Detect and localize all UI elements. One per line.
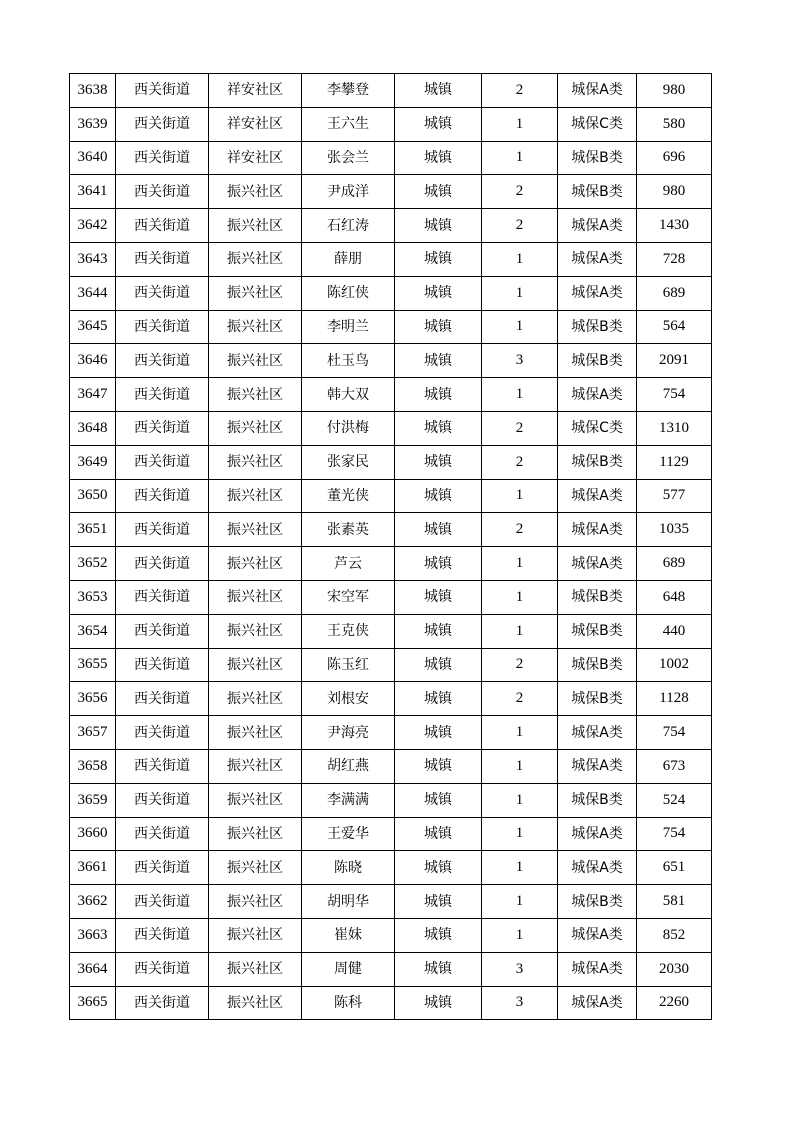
household-size-cell: 1 [482, 310, 558, 344]
household-size-cell: 1 [482, 783, 558, 817]
amount-cell: 852 [637, 918, 712, 952]
name-cell: 董光侠 [302, 479, 395, 513]
community-cell: 祥安社区 [209, 107, 302, 141]
table-row [70, 242, 712, 276]
street-cell: 西关街道 [116, 411, 209, 445]
name-cell: 韩大双 [302, 378, 395, 412]
household-size-cell: 1 [482, 276, 558, 310]
street-cell: 西关街道 [116, 378, 209, 412]
area-type-cell: 城镇 [395, 411, 482, 445]
table-row [70, 682, 712, 716]
household-size-cell: 1 [482, 749, 558, 783]
serial-cell: 3645 [70, 310, 116, 344]
amount-cell: 2091 [637, 344, 712, 378]
serial-cell: 3656 [70, 682, 116, 716]
community-cell: 振兴社区 [209, 175, 302, 209]
category-cell: 城保B类 [558, 141, 637, 175]
area-type-cell: 城镇 [395, 614, 482, 648]
street-cell: 西关街道 [116, 141, 209, 175]
serial-cell: 3646 [70, 344, 116, 378]
name-cell: 尹成洋 [302, 175, 395, 209]
category-cell: 城保B类 [558, 175, 637, 209]
category-cell: 城保A类 [558, 276, 637, 310]
community-cell: 振兴社区 [209, 209, 302, 243]
street-cell: 西关街道 [116, 952, 209, 986]
serial-cell: 3654 [70, 614, 116, 648]
amount-cell: 577 [637, 479, 712, 513]
area-type-cell: 城镇 [395, 242, 482, 276]
table-row [70, 513, 712, 547]
table-row [70, 445, 712, 479]
street-cell: 西关街道 [116, 783, 209, 817]
name-cell: 刘根安 [302, 682, 395, 716]
name-cell: 张素英 [302, 513, 395, 547]
category-cell: 城保B类 [558, 885, 637, 919]
street-cell: 西关街道 [116, 580, 209, 614]
street-cell: 西关街道 [116, 614, 209, 648]
serial-cell: 3658 [70, 749, 116, 783]
community-cell: 振兴社区 [209, 242, 302, 276]
amount-cell: 648 [637, 580, 712, 614]
table-row [70, 614, 712, 648]
area-type-cell: 城镇 [395, 716, 482, 750]
category-cell: 城保A类 [558, 918, 637, 952]
category-cell: 城保B类 [558, 310, 637, 344]
name-cell: 王六生 [302, 107, 395, 141]
area-type-cell: 城镇 [395, 648, 482, 682]
community-cell: 振兴社区 [209, 614, 302, 648]
household-size-cell: 1 [482, 580, 558, 614]
area-type-cell: 城镇 [395, 378, 482, 412]
table-row [70, 986, 712, 1020]
serial-cell: 3657 [70, 716, 116, 750]
street-cell: 西关街道 [116, 749, 209, 783]
area-type-cell: 城镇 [395, 513, 482, 547]
serial-cell: 3661 [70, 851, 116, 885]
community-cell: 振兴社区 [209, 648, 302, 682]
amount-cell: 689 [637, 547, 712, 581]
street-cell: 西关街道 [116, 986, 209, 1020]
community-cell: 振兴社区 [209, 817, 302, 851]
serial-cell: 3653 [70, 580, 116, 614]
table-row [70, 547, 712, 581]
community-cell: 振兴社区 [209, 479, 302, 513]
household-size-cell: 1 [482, 885, 558, 919]
records-table-body [70, 74, 712, 1020]
household-size-cell: 2 [482, 74, 558, 108]
street-cell: 西关街道 [116, 547, 209, 581]
street-cell: 西关街道 [116, 209, 209, 243]
area-type-cell: 城镇 [395, 885, 482, 919]
community-cell: 振兴社区 [209, 986, 302, 1020]
amount-cell: 980 [637, 175, 712, 209]
amount-cell: 696 [637, 141, 712, 175]
area-type-cell: 城镇 [395, 817, 482, 851]
household-size-cell: 3 [482, 986, 558, 1020]
community-cell: 振兴社区 [209, 952, 302, 986]
community-cell: 振兴社区 [209, 716, 302, 750]
name-cell: 王克侠 [302, 614, 395, 648]
amount-cell: 754 [637, 817, 712, 851]
serial-cell: 3649 [70, 445, 116, 479]
table-row [70, 952, 712, 986]
household-size-cell: 2 [482, 682, 558, 716]
table-row [70, 817, 712, 851]
area-type-cell: 城镇 [395, 547, 482, 581]
amount-cell: 754 [637, 378, 712, 412]
serial-cell: 3650 [70, 479, 116, 513]
category-cell: 城保A类 [558, 749, 637, 783]
table-row [70, 716, 712, 750]
amount-cell: 524 [637, 783, 712, 817]
serial-cell: 3662 [70, 885, 116, 919]
community-cell: 振兴社区 [209, 276, 302, 310]
table-row [70, 141, 712, 175]
category-cell: 城保A类 [558, 547, 637, 581]
area-type-cell: 城镇 [395, 918, 482, 952]
amount-cell: 2030 [637, 952, 712, 986]
area-type-cell: 城镇 [395, 175, 482, 209]
category-cell: 城保A类 [558, 986, 637, 1020]
amount-cell: 1035 [637, 513, 712, 547]
street-cell: 西关街道 [116, 344, 209, 378]
amount-cell: 673 [637, 749, 712, 783]
street-cell: 西关街道 [116, 851, 209, 885]
community-cell: 振兴社区 [209, 310, 302, 344]
community-cell: 振兴社区 [209, 580, 302, 614]
community-cell: 振兴社区 [209, 783, 302, 817]
area-type-cell: 城镇 [395, 310, 482, 344]
serial-cell: 3641 [70, 175, 116, 209]
amount-cell: 754 [637, 716, 712, 750]
table-row [70, 783, 712, 817]
table-row [70, 378, 712, 412]
serial-cell: 3660 [70, 817, 116, 851]
serial-cell: 3664 [70, 952, 116, 986]
serial-cell: 3665 [70, 986, 116, 1020]
street-cell: 西关街道 [116, 682, 209, 716]
street-cell: 西关街道 [116, 885, 209, 919]
table-row [70, 310, 712, 344]
name-cell: 薛朋 [302, 242, 395, 276]
area-type-cell: 城镇 [395, 580, 482, 614]
household-size-cell: 1 [482, 716, 558, 750]
household-size-cell: 1 [482, 479, 558, 513]
category-cell: 城保B类 [558, 344, 637, 378]
category-cell: 城保A类 [558, 716, 637, 750]
area-type-cell: 城镇 [395, 107, 482, 141]
category-cell: 城保B类 [558, 648, 637, 682]
household-size-cell: 2 [482, 445, 558, 479]
name-cell: 杜玉鸟 [302, 344, 395, 378]
household-size-cell: 3 [482, 344, 558, 378]
category-cell: 城保B类 [558, 580, 637, 614]
community-cell: 祥安社区 [209, 74, 302, 108]
serial-cell: 3648 [70, 411, 116, 445]
category-cell: 城保A类 [558, 74, 637, 108]
table-row [70, 74, 712, 108]
amount-cell: 564 [637, 310, 712, 344]
name-cell: 胡红燕 [302, 749, 395, 783]
area-type-cell: 城镇 [395, 783, 482, 817]
street-cell: 西关街道 [116, 276, 209, 310]
name-cell: 王爱华 [302, 817, 395, 851]
street-cell: 西关街道 [116, 445, 209, 479]
category-cell: 城保A类 [558, 817, 637, 851]
household-size-cell: 2 [482, 411, 558, 445]
table-row [70, 107, 712, 141]
community-cell: 振兴社区 [209, 411, 302, 445]
area-type-cell: 城镇 [395, 141, 482, 175]
community-cell: 振兴社区 [209, 749, 302, 783]
area-type-cell: 城镇 [395, 445, 482, 479]
table-row [70, 749, 712, 783]
street-cell: 西关街道 [116, 918, 209, 952]
area-type-cell: 城镇 [395, 682, 482, 716]
household-size-cell: 1 [482, 817, 558, 851]
table-row [70, 580, 712, 614]
category-cell: 城保B类 [558, 614, 637, 648]
category-cell: 城保A类 [558, 851, 637, 885]
category-cell: 城保A类 [558, 479, 637, 513]
name-cell: 陈科 [302, 986, 395, 1020]
serial-cell: 3663 [70, 918, 116, 952]
name-cell: 尹海亮 [302, 716, 395, 750]
household-size-cell: 2 [482, 209, 558, 243]
name-cell: 陈红侠 [302, 276, 395, 310]
area-type-cell: 城镇 [395, 74, 482, 108]
area-type-cell: 城镇 [395, 986, 482, 1020]
category-cell: 城保A类 [558, 952, 637, 986]
amount-cell: 580 [637, 107, 712, 141]
amount-cell: 689 [637, 276, 712, 310]
community-cell: 振兴社区 [209, 378, 302, 412]
table-row [70, 276, 712, 310]
category-cell: 城保C类 [558, 411, 637, 445]
amount-cell: 1129 [637, 445, 712, 479]
household-size-cell: 1 [482, 107, 558, 141]
amount-cell: 1002 [637, 648, 712, 682]
name-cell: 周健 [302, 952, 395, 986]
records-table [69, 73, 712, 1020]
name-cell: 崔妹 [302, 918, 395, 952]
community-cell: 振兴社区 [209, 547, 302, 581]
community-cell: 振兴社区 [209, 344, 302, 378]
area-type-cell: 城镇 [395, 209, 482, 243]
street-cell: 西关街道 [116, 175, 209, 209]
household-size-cell: 3 [482, 952, 558, 986]
table-row [70, 851, 712, 885]
community-cell: 振兴社区 [209, 851, 302, 885]
serial-cell: 3659 [70, 783, 116, 817]
household-size-cell: 1 [482, 547, 558, 581]
street-cell: 西关街道 [116, 479, 209, 513]
area-type-cell: 城镇 [395, 952, 482, 986]
serial-cell: 3640 [70, 141, 116, 175]
category-cell: 城保B类 [558, 783, 637, 817]
street-cell: 西关街道 [116, 242, 209, 276]
serial-cell: 3655 [70, 648, 116, 682]
amount-cell: 1310 [637, 411, 712, 445]
amount-cell: 440 [637, 614, 712, 648]
household-size-cell: 1 [482, 141, 558, 175]
household-size-cell: 1 [482, 614, 558, 648]
category-cell: 城保B类 [558, 445, 637, 479]
table-row [70, 885, 712, 919]
serial-cell: 3642 [70, 209, 116, 243]
name-cell: 胡明华 [302, 885, 395, 919]
household-size-cell: 2 [482, 648, 558, 682]
household-size-cell: 2 [482, 513, 558, 547]
community-cell: 祥安社区 [209, 141, 302, 175]
name-cell: 宋空军 [302, 580, 395, 614]
community-cell: 振兴社区 [209, 885, 302, 919]
serial-cell: 3647 [70, 378, 116, 412]
amount-cell: 2260 [637, 986, 712, 1020]
street-cell: 西关街道 [116, 648, 209, 682]
household-size-cell: 1 [482, 242, 558, 276]
serial-cell: 3652 [70, 547, 116, 581]
name-cell: 张家民 [302, 445, 395, 479]
street-cell: 西关街道 [116, 513, 209, 547]
serial-cell: 3644 [70, 276, 116, 310]
community-cell: 振兴社区 [209, 445, 302, 479]
table-row [70, 648, 712, 682]
street-cell: 西关街道 [116, 310, 209, 344]
name-cell: 李满满 [302, 783, 395, 817]
name-cell: 李明兰 [302, 310, 395, 344]
name-cell: 石红涛 [302, 209, 395, 243]
amount-cell: 1430 [637, 209, 712, 243]
name-cell: 张会兰 [302, 141, 395, 175]
area-type-cell: 城镇 [395, 749, 482, 783]
area-type-cell: 城镇 [395, 276, 482, 310]
street-cell: 西关街道 [116, 107, 209, 141]
serial-cell: 3639 [70, 107, 116, 141]
category-cell: 城保A类 [558, 513, 637, 547]
serial-cell: 3643 [70, 242, 116, 276]
area-type-cell: 城镇 [395, 479, 482, 513]
serial-cell: 3638 [70, 74, 116, 108]
street-cell: 西关街道 [116, 74, 209, 108]
household-size-cell: 1 [482, 918, 558, 952]
area-type-cell: 城镇 [395, 851, 482, 885]
table-row [70, 918, 712, 952]
table-row [70, 175, 712, 209]
amount-cell: 651 [637, 851, 712, 885]
name-cell: 付洪梅 [302, 411, 395, 445]
area-type-cell: 城镇 [395, 344, 482, 378]
community-cell: 振兴社区 [209, 682, 302, 716]
table-row [70, 411, 712, 445]
table-row [70, 344, 712, 378]
amount-cell: 1128 [637, 682, 712, 716]
community-cell: 振兴社区 [209, 513, 302, 547]
amount-cell: 728 [637, 242, 712, 276]
serial-cell: 3651 [70, 513, 116, 547]
category-cell: 城保C类 [558, 107, 637, 141]
household-size-cell: 1 [482, 378, 558, 412]
amount-cell: 581 [637, 885, 712, 919]
category-cell: 城保B类 [558, 682, 637, 716]
street-cell: 西关街道 [116, 817, 209, 851]
table-row [70, 479, 712, 513]
amount-cell: 980 [637, 74, 712, 108]
street-cell: 西关街道 [116, 716, 209, 750]
name-cell: 陈晓 [302, 851, 395, 885]
category-cell: 城保A类 [558, 209, 637, 243]
table-row [70, 209, 712, 243]
category-cell: 城保A类 [558, 378, 637, 412]
name-cell: 芦云 [302, 547, 395, 581]
category-cell: 城保A类 [558, 242, 637, 276]
name-cell: 李攀登 [302, 74, 395, 108]
household-size-cell: 1 [482, 851, 558, 885]
community-cell: 振兴社区 [209, 918, 302, 952]
name-cell: 陈玉红 [302, 648, 395, 682]
household-size-cell: 2 [482, 175, 558, 209]
